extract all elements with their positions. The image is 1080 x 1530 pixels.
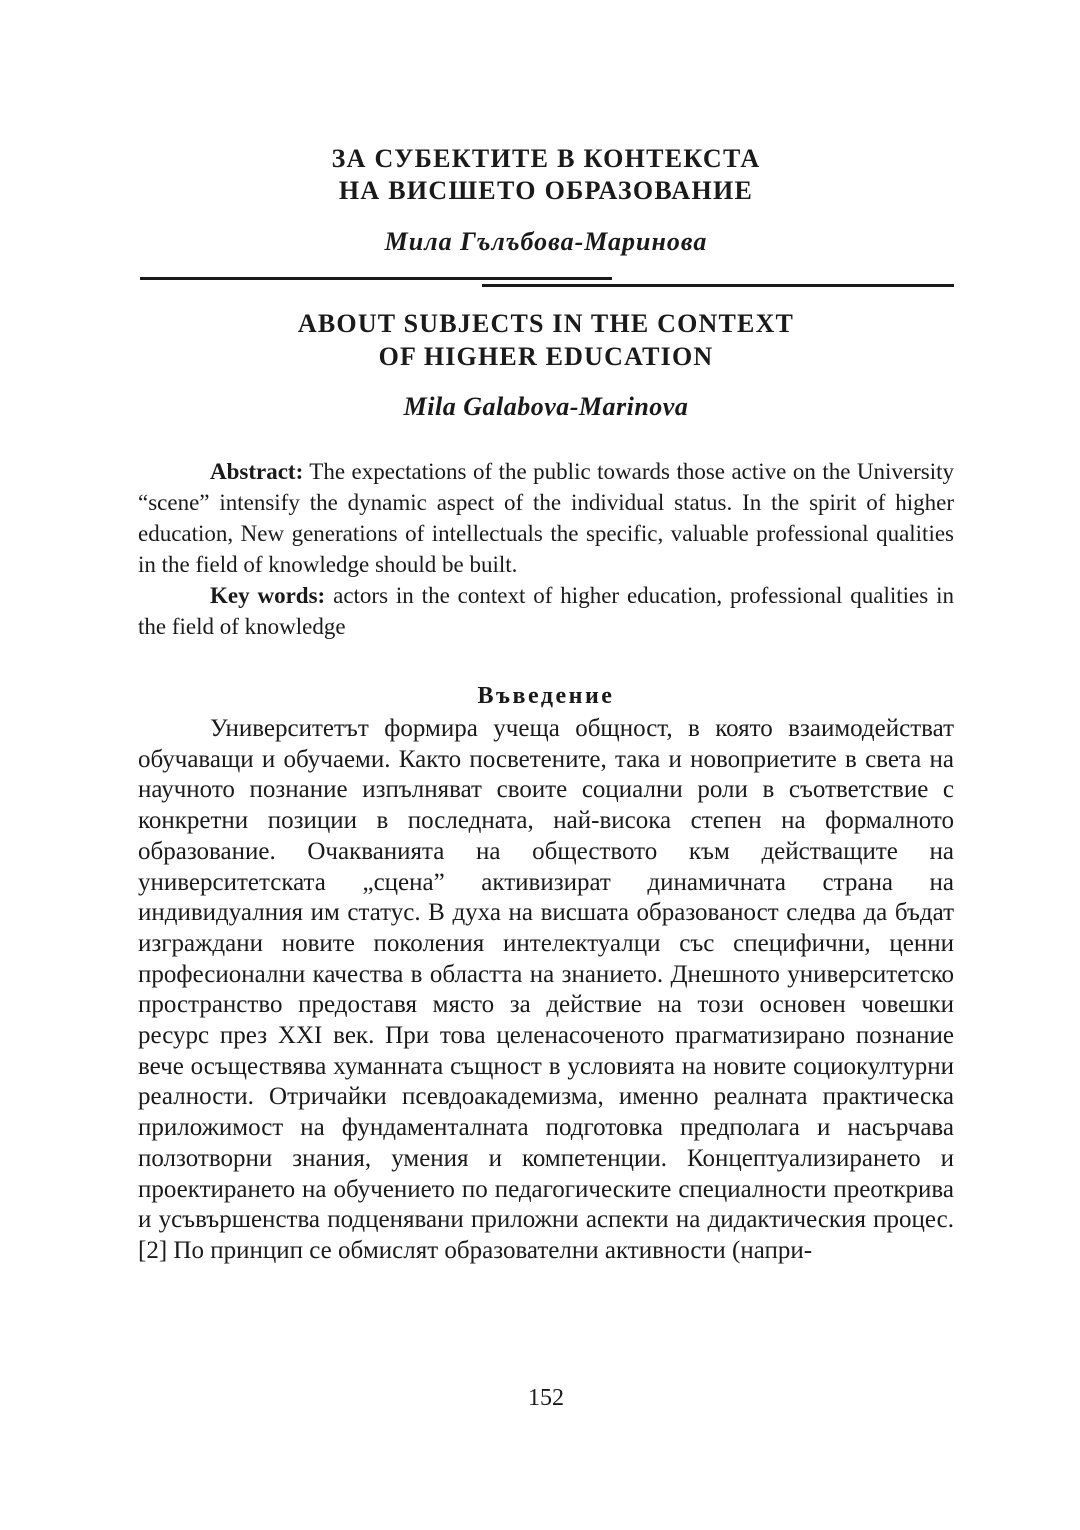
title-bulgarian-line1: ЗА СУБЕКТИТЕ В КОНТЕКСТА xyxy=(331,144,761,173)
title-english xyxy=(138,307,954,373)
document-page xyxy=(138,0,954,1530)
author-bulgarian: Мила Гълъбова-Маринова xyxy=(384,227,708,256)
separator-rule-left xyxy=(140,277,612,280)
title-english-line1: ABOUT SUBJECTS IN THE CONTEXT xyxy=(297,309,795,338)
separator-rule-right xyxy=(482,284,954,287)
title-bulgarian-line2: НА ВИСШЕТО ОБРАЗОВАНИЕ xyxy=(338,176,754,205)
body-paragraph: Университетът формира учеща общност, в която взаимодействат обучаващи и обучаеми. Както посветените, така и новоприетите в света на научното познание изпълняват своите социални роли в съответствие с конкретни позиции в последната, най-висока степен на формалното образование. Очакванията на обществото към действащите на университетската „сцена” активизират динамичната страна на индивидуалния им статус. В духа на висшата образованост следва да бъдат изграждани новите поколения интелектуалци със специфични, ценни професионални качества в областта на знанието. Днешното университетско пространство предоставя място за действие на този основен човешки ресурс през XXI век. При това целенасоченото прагматизирано познание вече осъществява хуманната същност в условията на новите социокултурни реалности. Отричайки псевдоакадемизма, именно реалната практическа приложимост на фундаменталната подготовка предполага и насърчава ползотворни знания, умения и компетенции. Концептуализирането и проектирането на обучението по педагогическите специалности преоткрива и усъвършенства подценявани приложни аспекти на дидактическия процес. [2] По принцип се обмислят образователни активности (напри- xyxy=(138,715,954,1264)
title-english-line2: OF HIGHER EDUCATION xyxy=(378,342,714,371)
abstract-block xyxy=(138,456,954,642)
title-bulgarian xyxy=(138,143,954,207)
author-english: Mila Galabova-Marinova xyxy=(403,392,689,421)
abstract-text: The expectations of the public towards those active on the University “scene” intensify the dynamic aspect of the individual status. In the spirit of higher education, New generations of intellectuals the specific, valuable professional qualities in the field of knowledge should be built. xyxy=(138,459,954,577)
section-heading: Въведение xyxy=(477,683,615,709)
keywords-text: actors in the context of higher education, professional qualities in the field of knowledge xyxy=(138,583,954,639)
keywords-label: Key words: xyxy=(210,583,326,608)
page-number: 152 xyxy=(528,1385,564,1411)
abstract-label: Abstract: xyxy=(210,459,304,484)
abstract-paragraph xyxy=(138,456,954,580)
keywords-paragraph xyxy=(138,580,954,642)
